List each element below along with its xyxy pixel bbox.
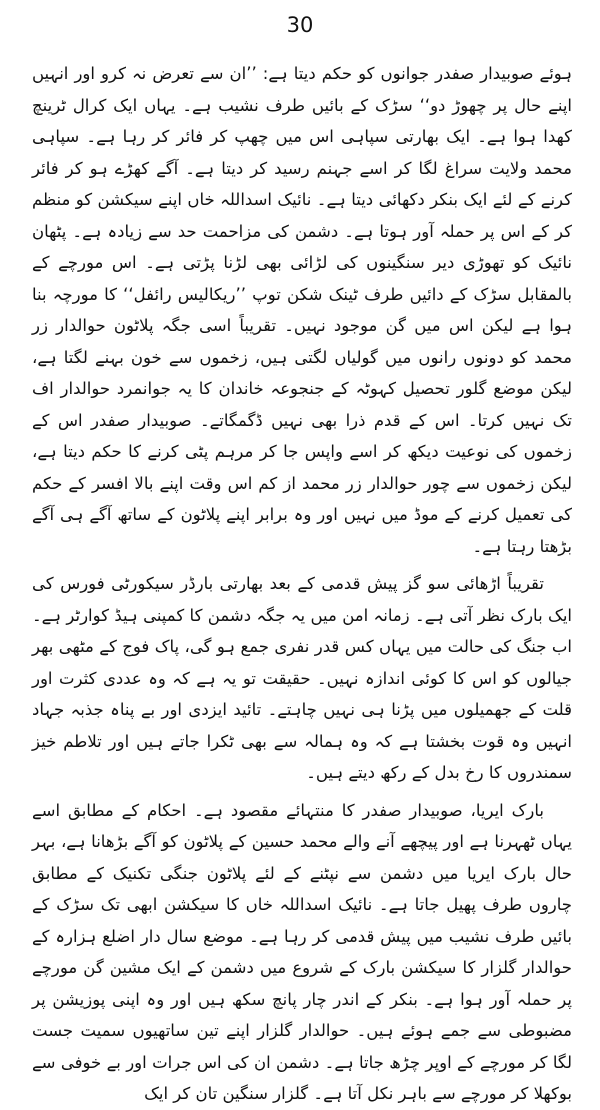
paragraph-1: ہوئے صوبیدار صفدر جوانوں کو حکم دیتا ہے: ’’ان سے تعرض نہ کرو اور انہیں اپنے حال پر چھوڑ دو‘‘ سڑک کے بائیں طرف نشیب ہے۔ یہاں ایک کرال ٹرینچ کھدا ہوا ہے۔ ایک بھارتی سپاہی اس میں چھپ کر فائر کر رہا ہے۔ سپاہی محمد ولایت سراغ لگا کر اسے جہنم رسید کر دیتا ہے۔ آگے کھڑے ہو کر فائر کرنے کے لئے ایک بنکر دکھائی دیتا ہے۔ نائیک اسداللہ خاں اپنے سیکشن کو منظم کر کے اس پر حملہ آور ہوتا ہے۔ دشمن کی مزاحمت حد سے زیادہ ہے۔ پٹھان نائیک کو تھوڑی دیر سنگینوں کی لڑائی بھی لڑنا پڑتی ہے۔ اس مورچے کے بالمقابل سڑک کے دائیں طرف ٹینک شکن توپ ’’ریکالیس رائفل‘‘ کا مورچہ بنا ہوا ہے لیکن اس میں گن موجود نہیں۔ تقریباً اسی جگہ پلاٹون حوالدار زر محمد کو دونوں رانوں میں گولیاں لگتی ہیں، زخموں سے خون بہنے لگتا ہے، لیکن موضع گلور تحصیل کہوٹہ کے جنجوعہ خاندان کا یہ جوانمرد حوالدار اف تک نہیں کرتا۔ اس کے قدم ذرا بھی نہیں ڈگمگاتے۔ صوبیدار صفدر اس کے زخموں کی نوعیت دیکھ کر اسے واپس جا کر مرہم پٹی کرنے کا حکم دیتا ہے، لیکن زخموں سے چور حوالدار زر محمد از کم اس وقت اپنے بالا افسر کے حکم کی تعمیل کرنے کے موڈ میں نہیں اور وہ برابر اپنے پلاٹون کے ساتھ آگے ہی آگے بڑھتا رہتا ہے۔ <box>32 64 572 556</box>
body-text <box>32 58 572 1110</box>
page-number: 30 <box>286 13 314 37</box>
paragraph-2: تقریباً اڑھائی سو گز پیش قدمی کے بعد بھارتی بارڈر سیکورٹی فورس کی ایک بارک نظر آتی ہے۔ زمانہ امن میں یہ جگہ دشمن کا کمپنی ہیڈ کوارٹر ہے۔ اب جنگ کی حالت میں یہاں کس قدر نفری جمع ہو گی، پاک فوج کے مٹھی بھر جیالوں کو اس کا کوئی اندازہ نہیں۔ حقیقت تو یہ ہے کہ وہ عددی کثرت اور قلت کے جھمیلوں میں پڑنا ہی نہیں چاہتے۔ تائید ایزدی اور بے پناہ جذبہ جہاد انہیں وہ قوت بخشتا ہے کہ وہ ہمالہ سے بھی ٹکرا جاتے ہیں اور تلاطم خیز سمندروں کا رخ بدل کے رکھ دیتے ہیں۔ <box>32 574 572 782</box>
paragraph-3: بارک ایریا، صوبیدار صفدر کا منتہائے مقصود ہے۔ احکام کے مطابق اسے یہاں ٹھہرنا ہے اور پیچھے آنے والے محمد حسین کے پلاٹون کو آگے بڑھانا ہے، بہر حال بارک ایریا میں دشمن سے نپٹنے کے لئے پلاٹون جنگی تکنیک کے مطابق چاروں طرف پھیل جاتا ہے۔ نائیک اسداللہ خاں کا سیکشن ابھی تک سڑک کے بائیں طرف نشیب میں پیش قدمی کر رہا ہے۔ موضع سال دار اضلع ہزارہ کے حوالدار گلزار کا سیکشن بارک کے شروع میں دشمن کے ایک مشین گن مورچے پر حملہ آور ہوا ہے۔ بنکر کے اندر چار پانچ سکھ ہیں اور وہ اپنی پوزیشن پر مضبوطی سے جمے ہوئے ہیں۔ حوالدار گلزار اپنے تین ساتھیوں سمیت جست لگا کر مورچے کے اوپر چڑھ جاتا ہے۔ دشمن ان کی اس جرات اور بے خوفی سے بوکھلا کر مورچے سے باہر نکل آتا ہے۔ گلزار سنگین تان کر ایک <box>32 800 572 1103</box>
